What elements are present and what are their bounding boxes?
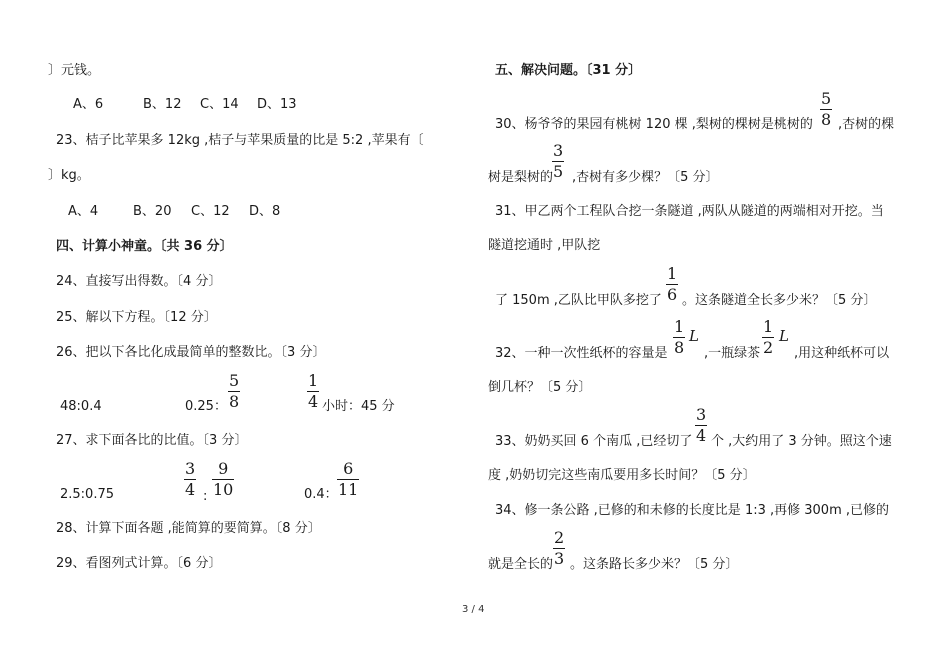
denominator: 4	[185, 480, 196, 499]
q34-line-2-prefix: 就是全长的	[488, 557, 554, 572]
q32-unit-2: L	[779, 327, 789, 345]
q27-b-fraction-1	[184, 460, 196, 499]
q26-item-a: 48:0.4	[60, 399, 102, 414]
q33-fraction	[695, 406, 707, 445]
q24-text: 24、直接写出得数。〔4 分〕	[56, 274, 222, 289]
section-4-heading: 四、计算小神童。〔共 36 分〕	[56, 239, 233, 254]
q30-fraction-2	[552, 142, 564, 181]
numerator: 2	[554, 528, 565, 547]
q32-line-1-middle: ,一瓶绿茶	[704, 346, 761, 361]
numerator: 5	[821, 89, 832, 108]
q31-line-1: 31、甲乙两个工程队合挖一条隧道 ,两队从隧道的两端相对开挖。当	[495, 204, 884, 219]
numerator: 1	[763, 317, 774, 336]
q32-fraction-1	[673, 318, 685, 357]
q34-fraction	[553, 529, 565, 568]
q23-tail: 〕kg。	[48, 168, 90, 183]
page-number: 3 / 4	[462, 604, 485, 615]
denominator: 11	[338, 480, 359, 499]
denominator: 8	[821, 110, 832, 129]
denominator: 8	[674, 338, 685, 357]
q31-fraction	[666, 265, 678, 304]
q31-line-2: 隧道挖通时 ,甲队挖	[488, 238, 601, 253]
q30-line-2-prefix: 树是梨树的	[488, 170, 554, 185]
numerator: 5	[229, 371, 240, 390]
q32-unit-1: L	[689, 327, 699, 345]
q22-tail: 〕元钱。	[48, 63, 101, 78]
q30-fraction-1	[820, 90, 832, 129]
numerator: 3	[553, 141, 564, 160]
denominator: 5	[553, 162, 564, 181]
q29-text: 29、看图列式计算。〔6 分〕	[56, 556, 222, 571]
q25-text: 25、解以下方程。〔12 分〕	[56, 310, 217, 325]
denominator: 6	[667, 285, 678, 304]
q33-line-1-suffix: 个 ,大约用了 3 分钟。照这个速	[711, 434, 892, 449]
q26-c-fraction	[307, 372, 319, 411]
q33-line-2: 度 ,奶奶切完这些南瓜要用多长时间？〔5 分〕	[488, 468, 756, 483]
denominator: 10	[213, 480, 234, 499]
q32-line-2: 倒几杯？〔5 分〕	[488, 380, 592, 395]
q22-option-b: B、12	[143, 97, 182, 112]
q32-line-1-suffix: ,用这种纸杯可以	[794, 346, 890, 361]
q32-fraction-2	[762, 318, 774, 357]
numerator: 1	[667, 264, 678, 283]
q22-option-a: A、6	[73, 97, 104, 112]
section-5-heading: 五、解决问题。〔31 分〕	[495, 63, 642, 78]
q31-line-3-prefix: 了 150m ,乙队比甲队多挖了	[495, 293, 662, 308]
q27-text: 27、求下面各比的比值。〔3 分〕	[56, 433, 248, 448]
q27-c-fraction	[337, 460, 359, 499]
q30-line-1: 30、杨爷爷的果园有桃树 120 棵 ,梨树的棵树是桃树的	[495, 117, 813, 132]
denominator: 4	[308, 392, 319, 411]
q34-line-2-suffix: 。这条路长多少米？〔5 分〕	[570, 557, 739, 572]
numerator: 3	[696, 405, 707, 424]
q27-item-c-prefix: 0.4：	[304, 487, 338, 502]
q26-item-b-prefix: 0.25：	[185, 399, 227, 414]
q26-text: 26、把以下各比化成最简单的整数比。〔3 分〕	[56, 345, 326, 360]
q22-option-c: C、14	[200, 97, 239, 112]
q23-text: 23、桔子比苹果多 12kg ,桔子与苹果质量的比是 5:2 ,苹果有〔	[56, 133, 424, 148]
numerator: 6	[343, 459, 354, 478]
q26-item-c-suffix: 小时：45 分	[322, 399, 395, 414]
q28-text: 28、计算下面各题 ,能简算的要简算。〔8 分〕	[56, 521, 321, 536]
q22-option-d: D、13	[257, 97, 297, 112]
numerator: 3	[185, 459, 196, 478]
q27-b-fraction-2	[212, 460, 234, 499]
q30-line-2-suffix: ,杏树有多少棵？〔5 分〕	[572, 170, 719, 185]
q30-line-1-suffix: ,杏树的棵	[838, 117, 895, 132]
q34-line-1: 34、修一条公路 ,已修的和未修的长度比是 1:3 ,再修 300m ,已修的	[495, 503, 889, 518]
q23-option-a: A、4	[68, 204, 99, 219]
q23-option-d: D、8	[249, 204, 281, 219]
q27-b-colon: :	[203, 489, 208, 504]
q31-line-3-suffix: 。这条隧道全长多少米？〔5 分〕	[682, 293, 877, 308]
q23-option-b: B、20	[133, 204, 172, 219]
numerator: 1	[674, 317, 685, 336]
q23-option-c: C、12	[191, 204, 230, 219]
q32-line-1-prefix: 32、一种一次性纸杯的容量是	[495, 346, 668, 361]
numerator: 1	[308, 371, 319, 390]
denominator: 4	[696, 426, 707, 445]
numerator: 9	[218, 459, 229, 478]
q27-item-a: 2.5:0.75	[60, 487, 114, 502]
q26-b-fraction	[228, 372, 240, 411]
q33-line-1-prefix: 33、奶奶买回 6 个南瓜 ,已经切了	[495, 434, 693, 449]
denominator: 2	[763, 338, 774, 357]
denominator: 3	[554, 549, 565, 568]
denominator: 8	[229, 392, 240, 411]
